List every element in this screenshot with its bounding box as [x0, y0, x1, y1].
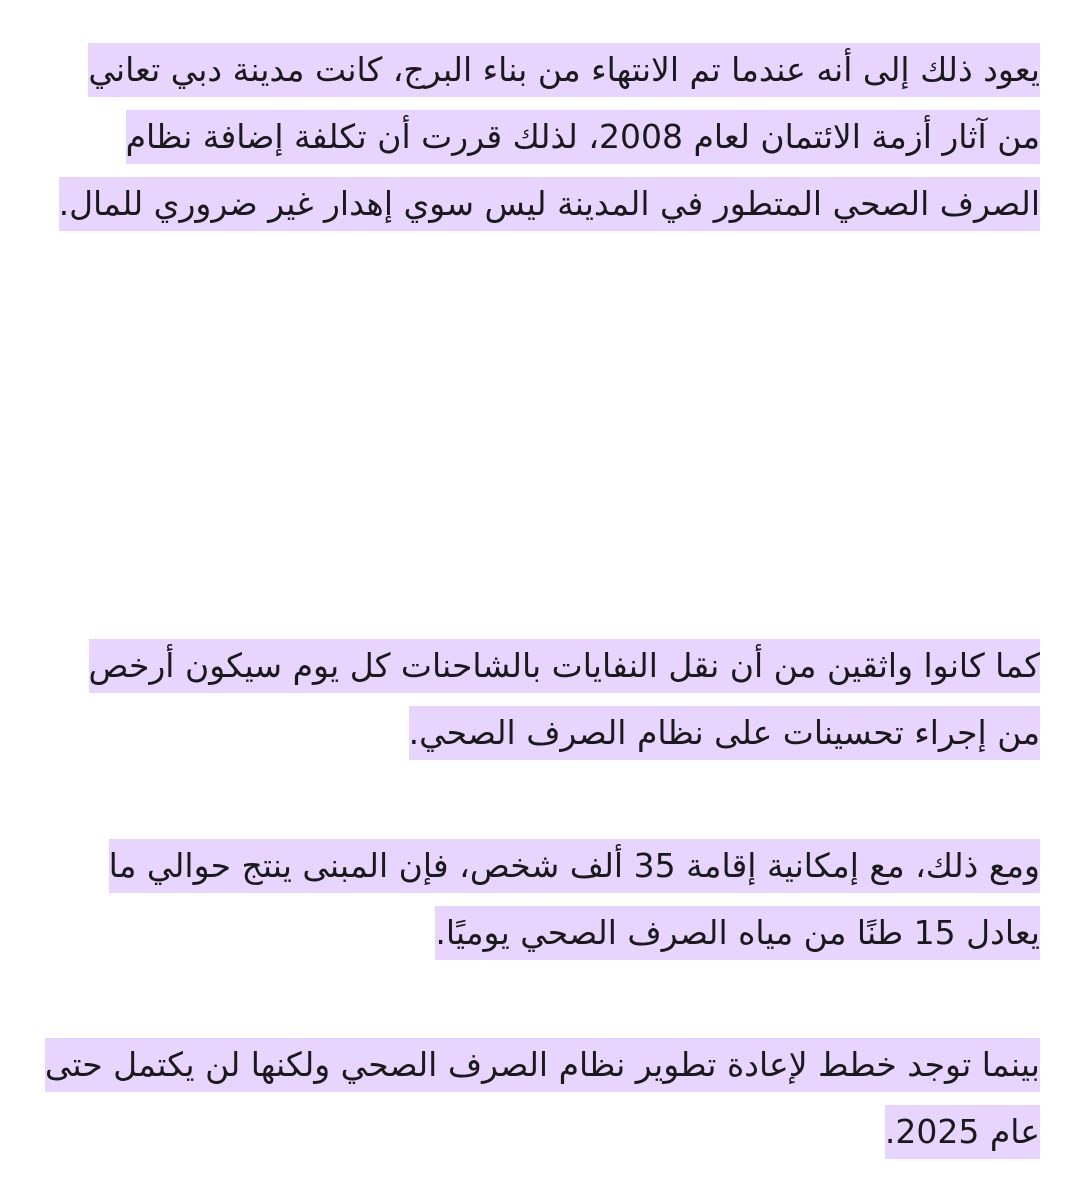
paragraph-1-text: يعود ذلك إلى أنه عندما تم الانتهاء من بناء البرج، كانت مدينة دبي تعاني من آثار أزمة الائتمان لعام 2008، لذلك قررت أن تكلفة إضافة نظام الصرف الصحي المتطور في المدينة ليس سوي إهدار غير ضروري للمال.	[59, 43, 1040, 231]
paragraph-2-text: كما كانوا واثقين من أن نقل النفايات بالشاحنات كل يوم سيكون أرخص من إجراء تحسينات على نظام الصرف الصحي.	[89, 639, 1040, 760]
paragraph-4-text: بينما توجد خطط لإعادة تطوير نظام الصرف الصحي ولكنها لن يكتمل حتى عام 2025.	[45, 1038, 1040, 1159]
paragraph-3	[40, 832, 1040, 966]
paragraph-3-text: ومع ذلك، مع إمكانية إقامة 35 ألف شخص، فإن المبنى ينتج حوالي ما يعادل 15 طنًا من مياه الصرف الصحي يوميًا.	[109, 839, 1040, 960]
paragraph-4	[40, 1031, 1040, 1165]
paragraph-1	[40, 36, 1040, 237]
paragraph-2	[40, 632, 1040, 766]
